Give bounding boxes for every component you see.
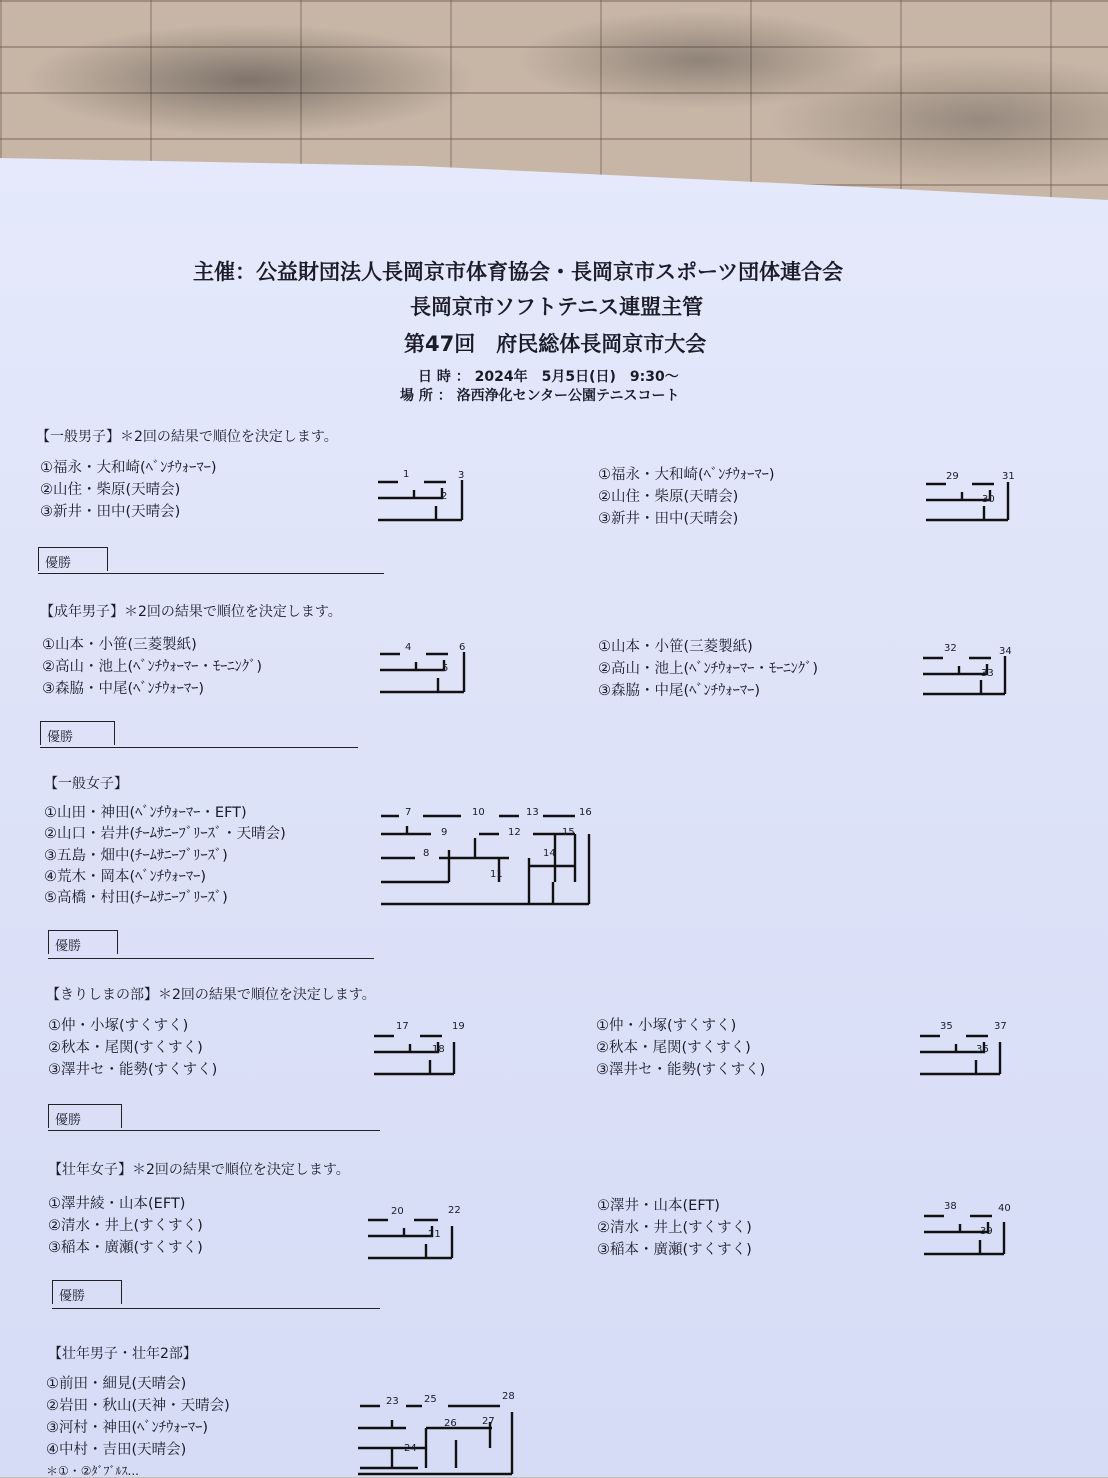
venue-line: 場 所 ： 洛西浄化センター公園テニスコート [400,388,680,404]
entry: ③澤井セ・能勢(すくすく) [48,1062,218,1078]
match-number: 39 [980,1226,993,1237]
match-number: 8 [423,848,430,859]
entry: ③五島・畑中(ﾁｰﾑｻﾆｰﾌﾞﾘｰｽﾞ) [44,848,228,864]
note-text: ＊①・②ﾀﾞﾌﾞﾙｽ... [46,1464,139,1478]
round-robin-bracket [379,807,593,910]
entry: ②山住・柴原(天晴会) [40,482,181,498]
round-robin-bracket [356,1398,522,1478]
match-number: 32 [944,643,957,654]
entry: ②清水・井上(すくすく) [597,1220,752,1236]
entry: ③河村・神田(ﾍﾞﾝﾁｳｫｰﾏｰ) [46,1420,209,1436]
match-number: 40 [998,1203,1011,1214]
entry: ①仲・小塚(すくすく) [48,1018,189,1034]
entry: ②山口・岩井(ﾁｰﾑｻﾆｰﾌﾞﾘｰｽﾞ・天晴会) [44,826,286,842]
entry: ②秋本・尾関(すくすく) [48,1040,203,1056]
entry: ③稲本・廣瀬(すくすく) [48,1240,203,1256]
entry: ④荒木・岡本(ﾍﾞﾝﾁｳｫｰﾏｰ) [44,869,207,885]
match-number: 37 [994,1021,1007,1032]
match-number: 30 [982,494,995,505]
entry: ①前田・細見(天晴会) [46,1376,187,1392]
match-number: 26 [444,1418,457,1429]
match-number: 21 [428,1229,441,1240]
match-number: 11 [490,869,503,880]
match-number: 4 [405,642,412,653]
winner-label: 優勝 [40,721,115,745]
match-number: 36 [976,1044,989,1055]
match-number: 33 [981,668,994,679]
match-number: 24 [404,1443,417,1454]
match-number: 34 [999,646,1012,657]
entry: ②高山・池上(ﾍﾞﾝﾁｳｫｰﾏｰ・ﾓｰﾆﾝｸﾞ) [42,659,263,675]
winner-label: 優勝 [52,1280,122,1304]
match-number: 12 [508,827,521,838]
match-number: 16 [579,807,592,818]
match-number: 14 [543,848,556,859]
round-robin-bracket [376,470,466,526]
round-robin-bracket [921,643,1011,702]
round-robin-bracket [378,642,468,698]
section-title-adult-men: 【成年男子】＊2回の結果で順位を決定します。 [40,604,342,620]
round-robin-bracket [366,1205,461,1264]
match-number: 6 [459,642,466,653]
match-number: 31 [1002,471,1015,482]
entry: ①仲・小塚(すくすく) [596,1018,737,1034]
match-number: 27 [482,1416,495,1427]
entry: ②高山・池上(ﾍﾞﾝﾁｳｫｰﾏｰ・ﾓｰﾆﾝｸﾞ) [598,661,819,677]
entry: ③新井・田中(天晴会) [40,504,181,520]
entry: ③森脇・中尾(ﾍﾞﾝﾁｳｫｰﾏｰ) [598,683,761,699]
entry: ③澤井セ・能勢(すくすく) [596,1062,766,1078]
match-number: 1 [403,469,410,480]
match-number: 18 [432,1044,445,1055]
entry: ①澤井綾・山本(EFT) [48,1196,186,1212]
entry: ②秋本・尾関(すくすく) [596,1040,751,1056]
match-number: 23 [386,1396,399,1407]
round-robin-bracket [918,1021,1008,1080]
entry: ②山住・柴原(天晴会) [598,489,739,505]
match-number: 15 [562,827,575,838]
match-number: 22 [448,1205,461,1216]
entry: ①山本・小笹(三菱製紙) [42,637,197,653]
match-number: 35 [940,1021,953,1032]
entry: ②岩田・秋山(天神・天晴会) [46,1398,230,1414]
match-number: 38 [944,1201,957,1212]
match-number: 10 [472,807,485,818]
entry: ③森脇・中尾(ﾍﾞﾝﾁｳｫｰﾏｰ) [42,681,205,697]
round-robin-bracket [372,1021,462,1080]
match-number: 29 [946,471,959,482]
round-robin-bracket [924,472,1014,528]
match-number: 28 [502,1391,515,1402]
entry: ②清水・井上(すくすく) [48,1218,203,1234]
entry: ①山田・神田(ﾍﾞﾝﾁｳｫｰﾏｰ・EFT) [44,805,247,821]
entry: ①澤井・山本(EFT) [597,1198,720,1214]
tournament-title: 第47回 府民総体長岡京市大会 [404,332,707,356]
match-number: 13 [526,807,539,818]
entry: ⑤高橋・村田(ﾁｰﾑｻﾆｰﾌﾞﾘｰｽﾞ) [44,890,228,906]
winner-label: 優勝 [48,1104,122,1128]
match-number: 19 [452,1021,465,1032]
match-number: 9 [441,827,448,838]
section-title-general-women: 【一般女子】 [44,776,128,792]
section-title-senior-women: 【壮年女子】＊2回の結果で順位を決定します。 [48,1162,350,1178]
section-title-senior-men: 【壮年男子・壮年2部】 [48,1346,197,1362]
entry: ③稲本・廣瀬(すくすく) [597,1242,752,1258]
entry: ①福永・大和崎(ﾍﾞﾝﾁｳｫｰﾏｰ) [598,467,775,483]
section-title-kirishima: 【きりしまの部】＊2回の結果で順位を決定します。 [46,987,376,1003]
match-number: 20 [391,1206,404,1217]
organizer-line: 主催：公益財団法人長岡京市体育協会・長岡京市スポーツ団体連合会 [193,260,844,284]
entry: ④中村・吉田(天晴会) [46,1442,187,1458]
winner-label: 優勝 [38,547,108,571]
section-title-general-men: 【一般男子】＊2回の結果で順位を決定します。 [36,429,338,445]
match-number: 2 [441,491,448,502]
match-number: 7 [405,807,412,818]
date-line: 日 時 ： 2024年 5月5日(日) 9:30～ [418,369,679,385]
match-number: 25 [424,1394,437,1405]
match-number: 5 [442,663,449,674]
entry: ③新井・田中(天晴会) [598,511,739,527]
match-number: 3 [458,470,465,481]
winner-label: 優勝 [48,930,118,954]
entry: ①福永・大和崎(ﾍﾞﾝﾁｳｫｰﾏｰ) [40,460,217,476]
management-line: 長岡京市ソフトテニス連盟主管 [410,295,704,319]
entry: ①山本・小笹(三菱製紙) [598,639,753,655]
match-number: 17 [396,1021,409,1032]
